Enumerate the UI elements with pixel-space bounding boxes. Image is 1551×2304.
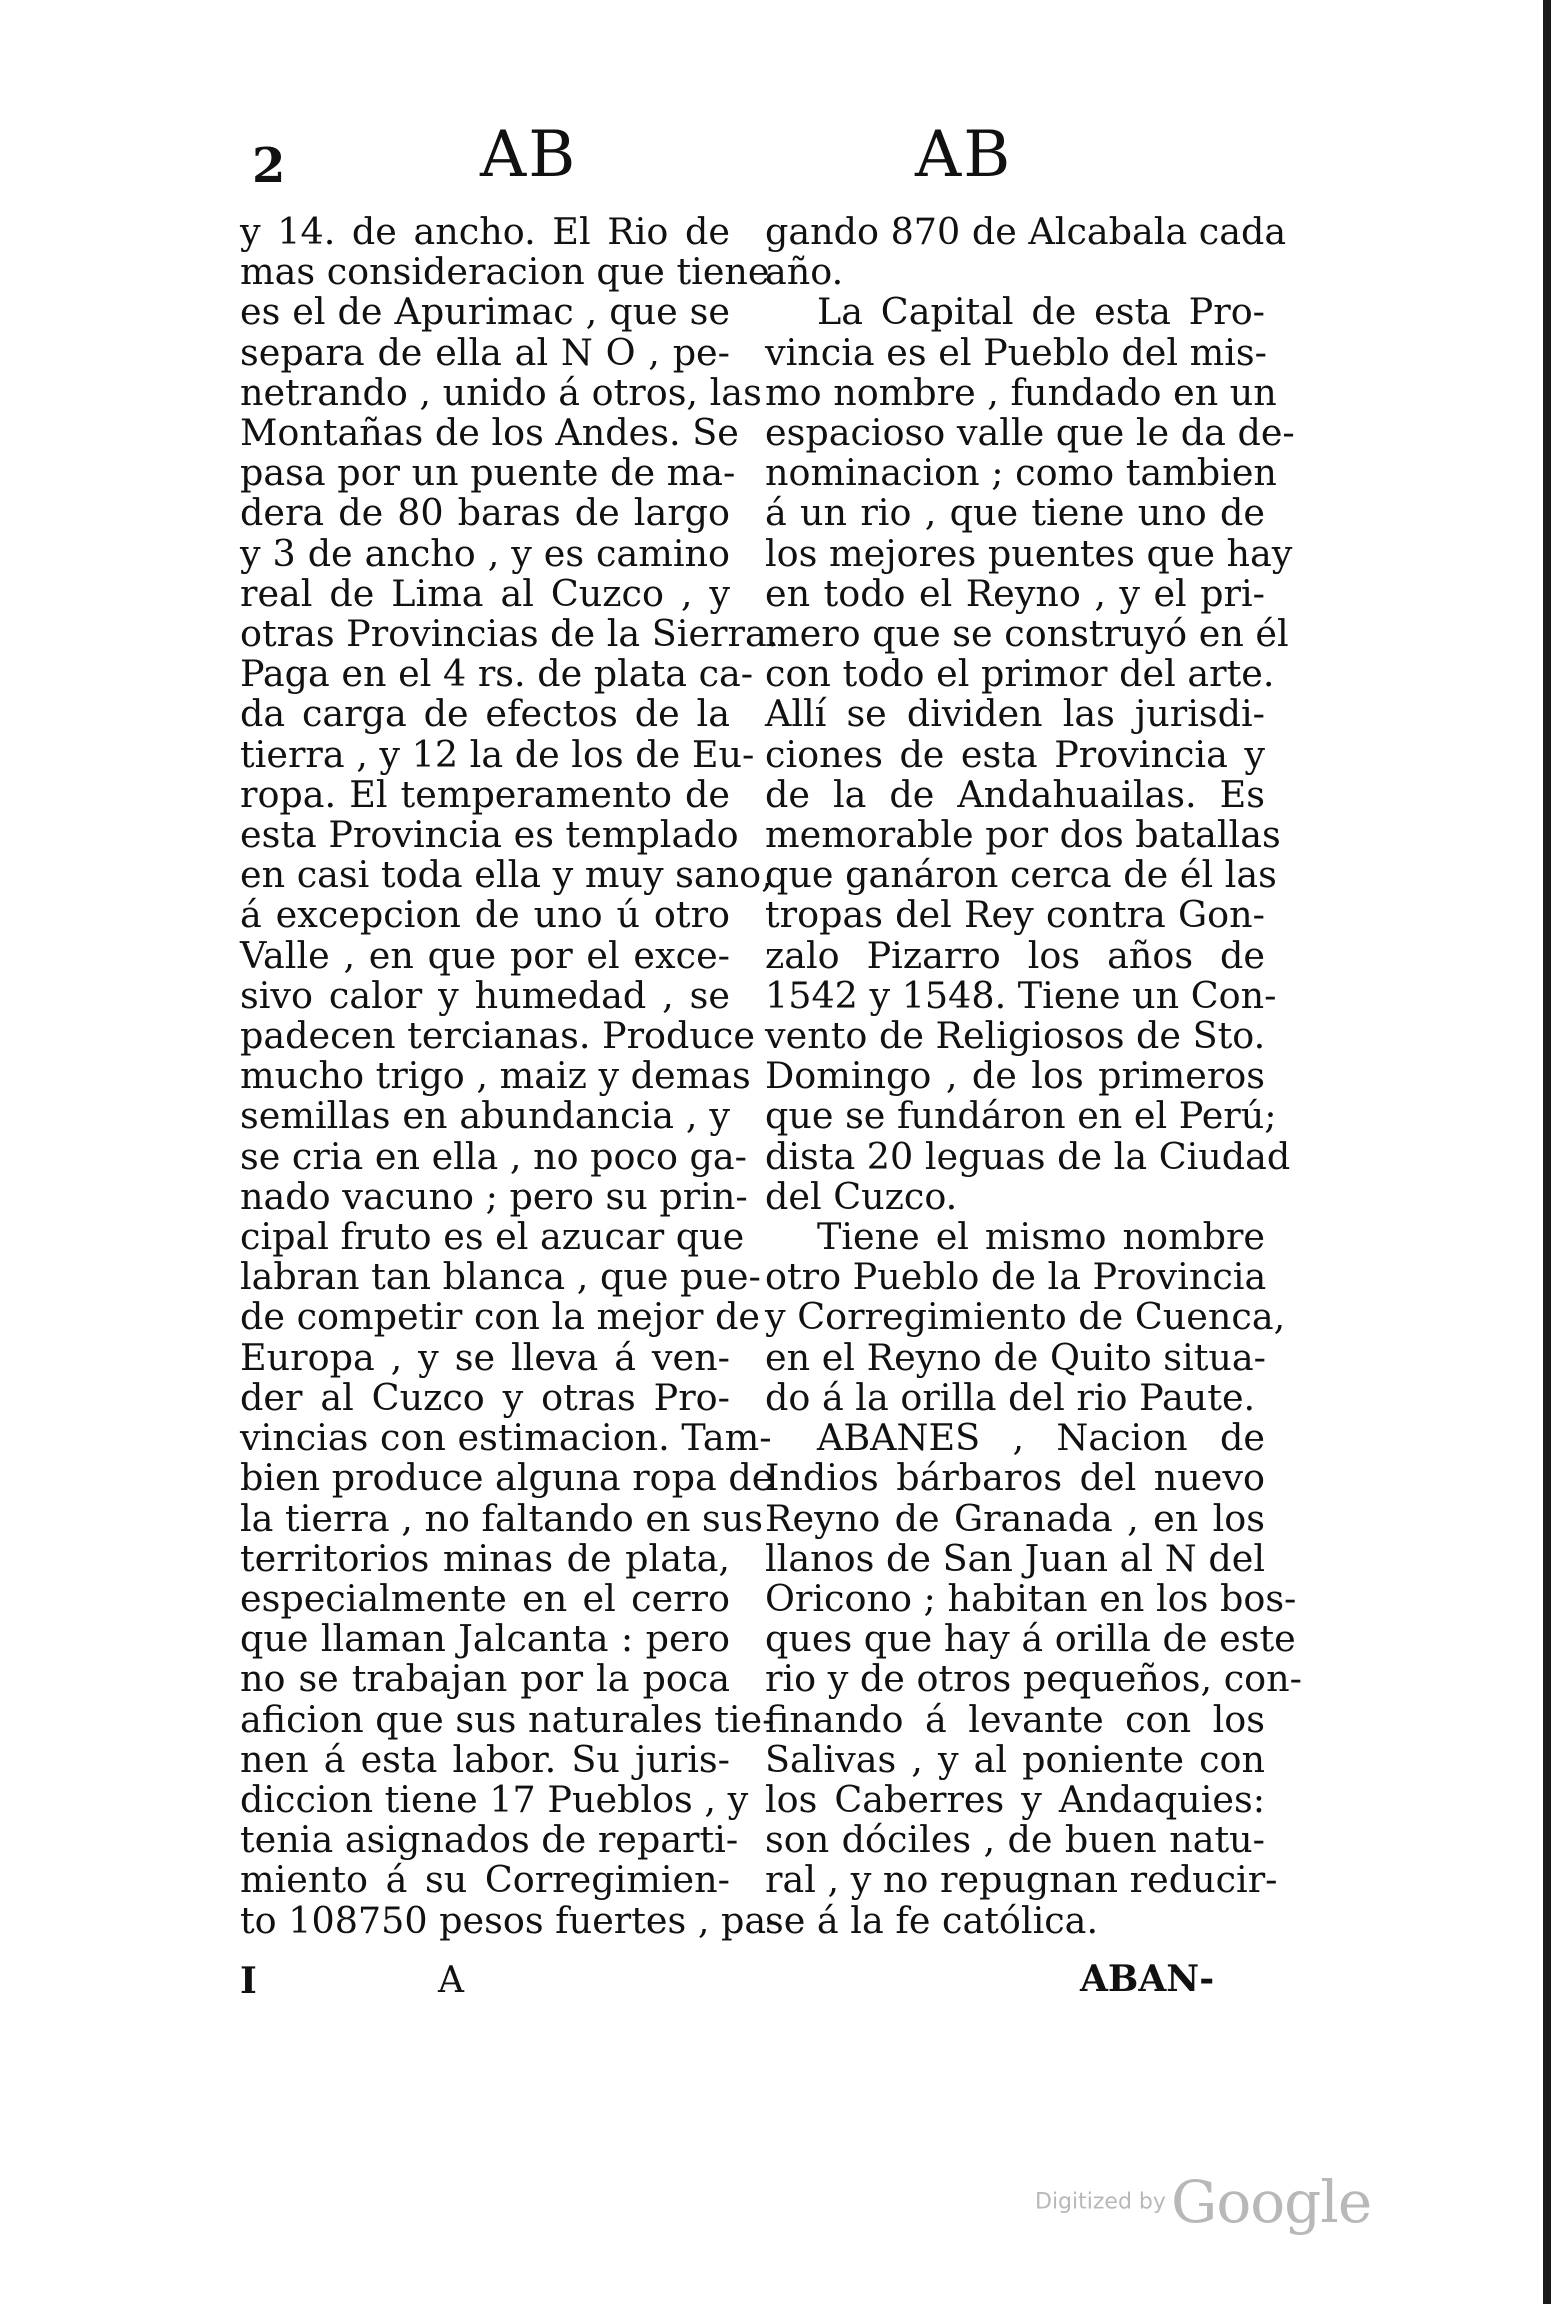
text-line: bien produce alguna ropa de [240, 1456, 774, 1500]
text-line: otro Pueblo de la Provincia [765, 1255, 1267, 1299]
text-line: Reyno de Granada , en los [765, 1496, 1265, 1540]
text-line: y 14. de ancho. El Rio de [240, 210, 730, 253]
text-line: Montañas de los Andes. Se [240, 411, 739, 455]
paragraph-start-line: Tiene el mismo nombre [817, 1215, 1265, 1259]
text-line: mas consideracion que tiene [240, 250, 770, 294]
text-line: se cria en ella , no poco ga- [240, 1134, 747, 1178]
text-line: y Corregimiento de Cuenca, [765, 1295, 1286, 1339]
text-line: Salivas , y al poniente con [765, 1737, 1265, 1781]
text-line: otras Provincias de la Sierra. [240, 612, 779, 656]
text-line: nado vacuno ; pero su prin- [240, 1174, 748, 1218]
text-line: Domingo , de los primeros [765, 1054, 1265, 1098]
text-line: en todo el Reyno , y el pri- [765, 571, 1265, 615]
text-line: do á la orilla del rio Paute. [765, 1375, 1256, 1419]
page-number: 2 [252, 138, 286, 194]
text-line: Oricono ; habitan en los bos- [765, 1576, 1297, 1620]
text-line: dista 20 leguas de la Ciudad [765, 1134, 1291, 1178]
text-line: vincias con estimacion. Tam- [240, 1416, 772, 1460]
text-line: del Cuzco. [765, 1174, 958, 1218]
text-line: zalo Pizarro los años de [765, 933, 1265, 977]
right-running-head: AB [915, 118, 1013, 192]
text-line: mucho trigo , maiz y demas [240, 1054, 751, 1098]
text-line: en casi toda ella y muy sano, [240, 853, 773, 897]
text-line: no se trabajan por la poca [240, 1657, 730, 1701]
text-line: Europa , y se lleva á ven- [240, 1335, 730, 1379]
text-line: espacioso valle que le da de- [765, 411, 1295, 455]
text-line: Valle , en que por el exce- [240, 933, 730, 977]
text-line: netrando , unido á otros, las [240, 370, 762, 414]
text-line: tropas del Rey contra Gon- [765, 893, 1265, 937]
text-line: territorios minas de plata, [240, 1536, 730, 1580]
text-line: ral , y no repugnan reducir- [765, 1858, 1278, 1902]
text-line: Paga en el 4 rs. de plata ca- [240, 652, 754, 696]
text-line: tenia asignados de reparti- [240, 1818, 739, 1862]
text-line: aficion que sus naturales tie- [240, 1697, 775, 1741]
text-line: los mejores puentes que hay [765, 531, 1293, 575]
text-line: separa de ella al N O , pe- [240, 330, 730, 374]
text-line: finando á levante con los [765, 1697, 1265, 1741]
text-line: padecen tercianas. Produce [240, 1014, 755, 1058]
left-running-head: AB [480, 118, 578, 192]
right-text-column [765, 210, 1303, 1942]
signature-number: I [240, 1960, 257, 2002]
text-line: rio y de otros pequeños, con- [765, 1657, 1303, 1701]
running-header [0, 118, 1551, 208]
text-line: que se fundáron en el Perú; [765, 1094, 1277, 1138]
text-line: de la de Andahuailas. Es [765, 772, 1265, 816]
text-line: cipal fruto es el azucar que [240, 1215, 745, 1259]
text-line: to 108750 pesos fuertes , pa- [240, 1898, 779, 1942]
text-line: mero que se construyó en él [765, 612, 1289, 656]
text-line: labran tan blanca , que pue- [240, 1255, 761, 1299]
catchword: ABAN- [1080, 1958, 1215, 2000]
text-line: de competir con la mejor de [240, 1295, 761, 1339]
text-line: á un rio , que tiene uno de [765, 491, 1265, 535]
text-line: nominacion ; como tambien [765, 451, 1277, 495]
text-line: ques que hay á orilla de este [765, 1617, 1296, 1661]
text-line: 1542 y 1548. Tiene un Con- [765, 973, 1277, 1017]
signature-mark: A [438, 1960, 464, 2001]
left-text-column [240, 210, 779, 1942]
google-logo: Google [1171, 2168, 1372, 2236]
text-line: ciones de esta Provincia y [765, 732, 1265, 776]
text-line: con todo el primor del arte. [765, 652, 1275, 696]
text-line: año. [765, 250, 844, 294]
text-line: real de Lima al Cuzco , y [240, 571, 730, 615]
text-line: mo nombre , fundado en un [765, 370, 1277, 414]
paragraph-start-line: La Capital de esta Pro- [817, 290, 1265, 334]
text-line: da carga de efectos de la [240, 692, 730, 736]
watermark-prefix: Digitized by [1035, 2189, 1166, 2215]
text-line: la tierra , no faltando en sus [240, 1496, 764, 1540]
text-line: son dóciles , de buen natu- [765, 1818, 1265, 1862]
text-line: á excepcion de uno ú otro [240, 893, 730, 937]
text-line: llanos de San Juan al N del [765, 1536, 1265, 1580]
text-line: se á la fe católica. [765, 1898, 1099, 1942]
text-line: memorable por dos batallas [765, 813, 1281, 857]
text-line: Allí se dividen las jurisdi- [765, 692, 1265, 736]
text-line: que llaman Jalcanta : pero [240, 1617, 730, 1661]
text-line: pasa por un puente de ma- [240, 451, 736, 495]
text-line: esta Provincia es templado [240, 813, 739, 857]
text-line: vincia es el Pueblo del mis- [765, 330, 1267, 374]
text-line: nen á esta labor. Su juris- [240, 1737, 730, 1781]
text-line: Indios bárbaros del nuevo [765, 1456, 1265, 1500]
digitized-watermark [1035, 2168, 1371, 2236]
text-line: ropa. El temperamento de [240, 772, 730, 816]
text-line: semillas en abundancia , y [240, 1094, 730, 1138]
page-edge-shadow [1543, 0, 1551, 2304]
text-line: y 3 de ancho , y es camino [240, 531, 730, 575]
text-line: en el Reyno de Quito situa- [765, 1335, 1266, 1379]
text-line: miento á su Corregimien- [240, 1858, 730, 1902]
entry-headword-line: ABANES , Nacion de [817, 1416, 1265, 1460]
text-line: der al Cuzco y otras Pro- [240, 1375, 730, 1419]
text-line: sivo calor y humedad , se [240, 973, 730, 1017]
text-line: gando 870 de Alcabala cada [765, 210, 1287, 253]
text-line: tierra , y 12 la de los de Eu- [240, 732, 755, 776]
text-line: diccion tiene 17 Pueblos , y [240, 1777, 749, 1821]
text-line: especialmente en el cerro [240, 1576, 730, 1620]
text-line: que ganáron cerca de él las [765, 853, 1277, 897]
text-line: es el de Apurimac , que se [240, 290, 730, 334]
text-line: vento de Religiosos de Sto. [765, 1014, 1266, 1058]
text-line: dera de 80 baras de largo [240, 491, 730, 535]
text-line: los Caberres y Andaquies: [765, 1777, 1265, 1821]
